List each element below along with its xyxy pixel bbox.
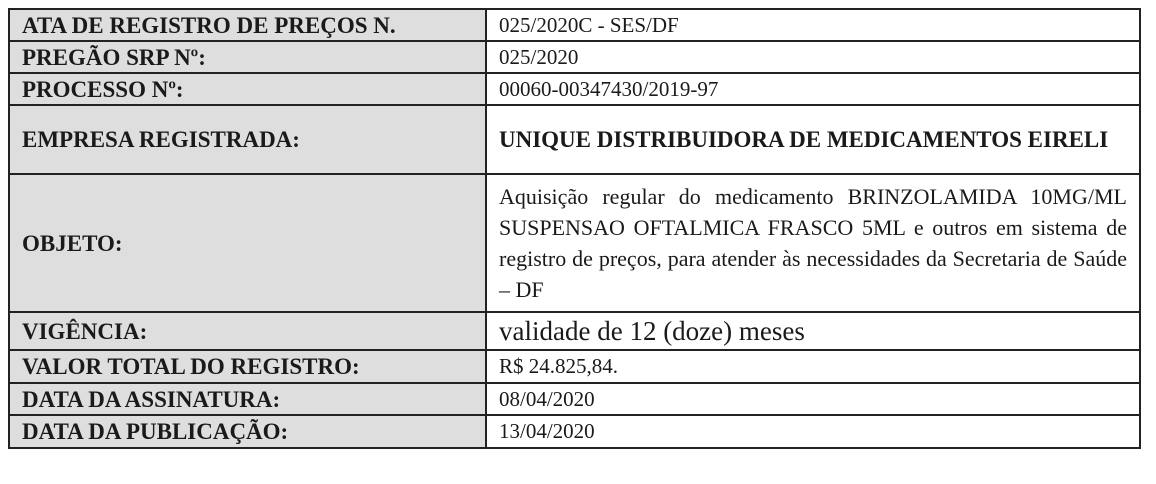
valor-total-value: R$ 24.825,84. — [486, 350, 1140, 383]
ata-value: 025/2020C - SES/DF — [486, 9, 1140, 41]
ata-label: ATA DE REGISTRO DE PREÇOS N. — [9, 9, 486, 41]
objeto-value: Aquisição regular do medicamento BRINZOLAMIDA 10MG/ML SUSPENSAO OFTALMICA FRASCO 5ML e outros em sistema de registro de preços, para atender às necessidades da Secretaria de Saúde – DF — [486, 174, 1140, 312]
table-row — [9, 383, 1140, 415]
pregao-label: PREGÃO SRP Nº: — [9, 41, 486, 73]
objeto-label: OBJETO: — [9, 174, 486, 312]
table-row — [9, 9, 1140, 41]
data-publicacao-label: DATA DA PUBLICAÇÃO: — [9, 415, 486, 448]
empresa-label: EMPRESA REGISTRADA: — [9, 105, 486, 174]
table-row — [9, 73, 1140, 105]
valor-total-label: VALOR TOTAL DO REGISTRO: — [9, 350, 486, 383]
processo-value: 00060-00347430/2019-97 — [486, 73, 1140, 105]
pregao-value: 025/2020 — [486, 41, 1140, 73]
data-assinatura-label: DATA DA ASSINATURA: — [9, 383, 486, 415]
vigencia-value: validade de 12 (doze) meses — [486, 312, 1140, 350]
vigencia-label: VIGÊNCIA: — [9, 312, 486, 350]
data-assinatura-value: 08/04/2020 — [486, 383, 1140, 415]
processo-label: PROCESSO Nº: — [9, 73, 486, 105]
table-row — [9, 105, 1140, 174]
table-row — [9, 312, 1140, 350]
table-row — [9, 350, 1140, 383]
data-publicacao-value: 13/04/2020 — [486, 415, 1140, 448]
registry-summary-table — [8, 8, 1141, 449]
empresa-value: UNIQUE DISTRIBUIDORA DE MEDICAMENTOS EIRELI — [486, 105, 1140, 174]
table-row — [9, 415, 1140, 448]
table-row — [9, 41, 1140, 73]
table-row — [9, 174, 1140, 312]
